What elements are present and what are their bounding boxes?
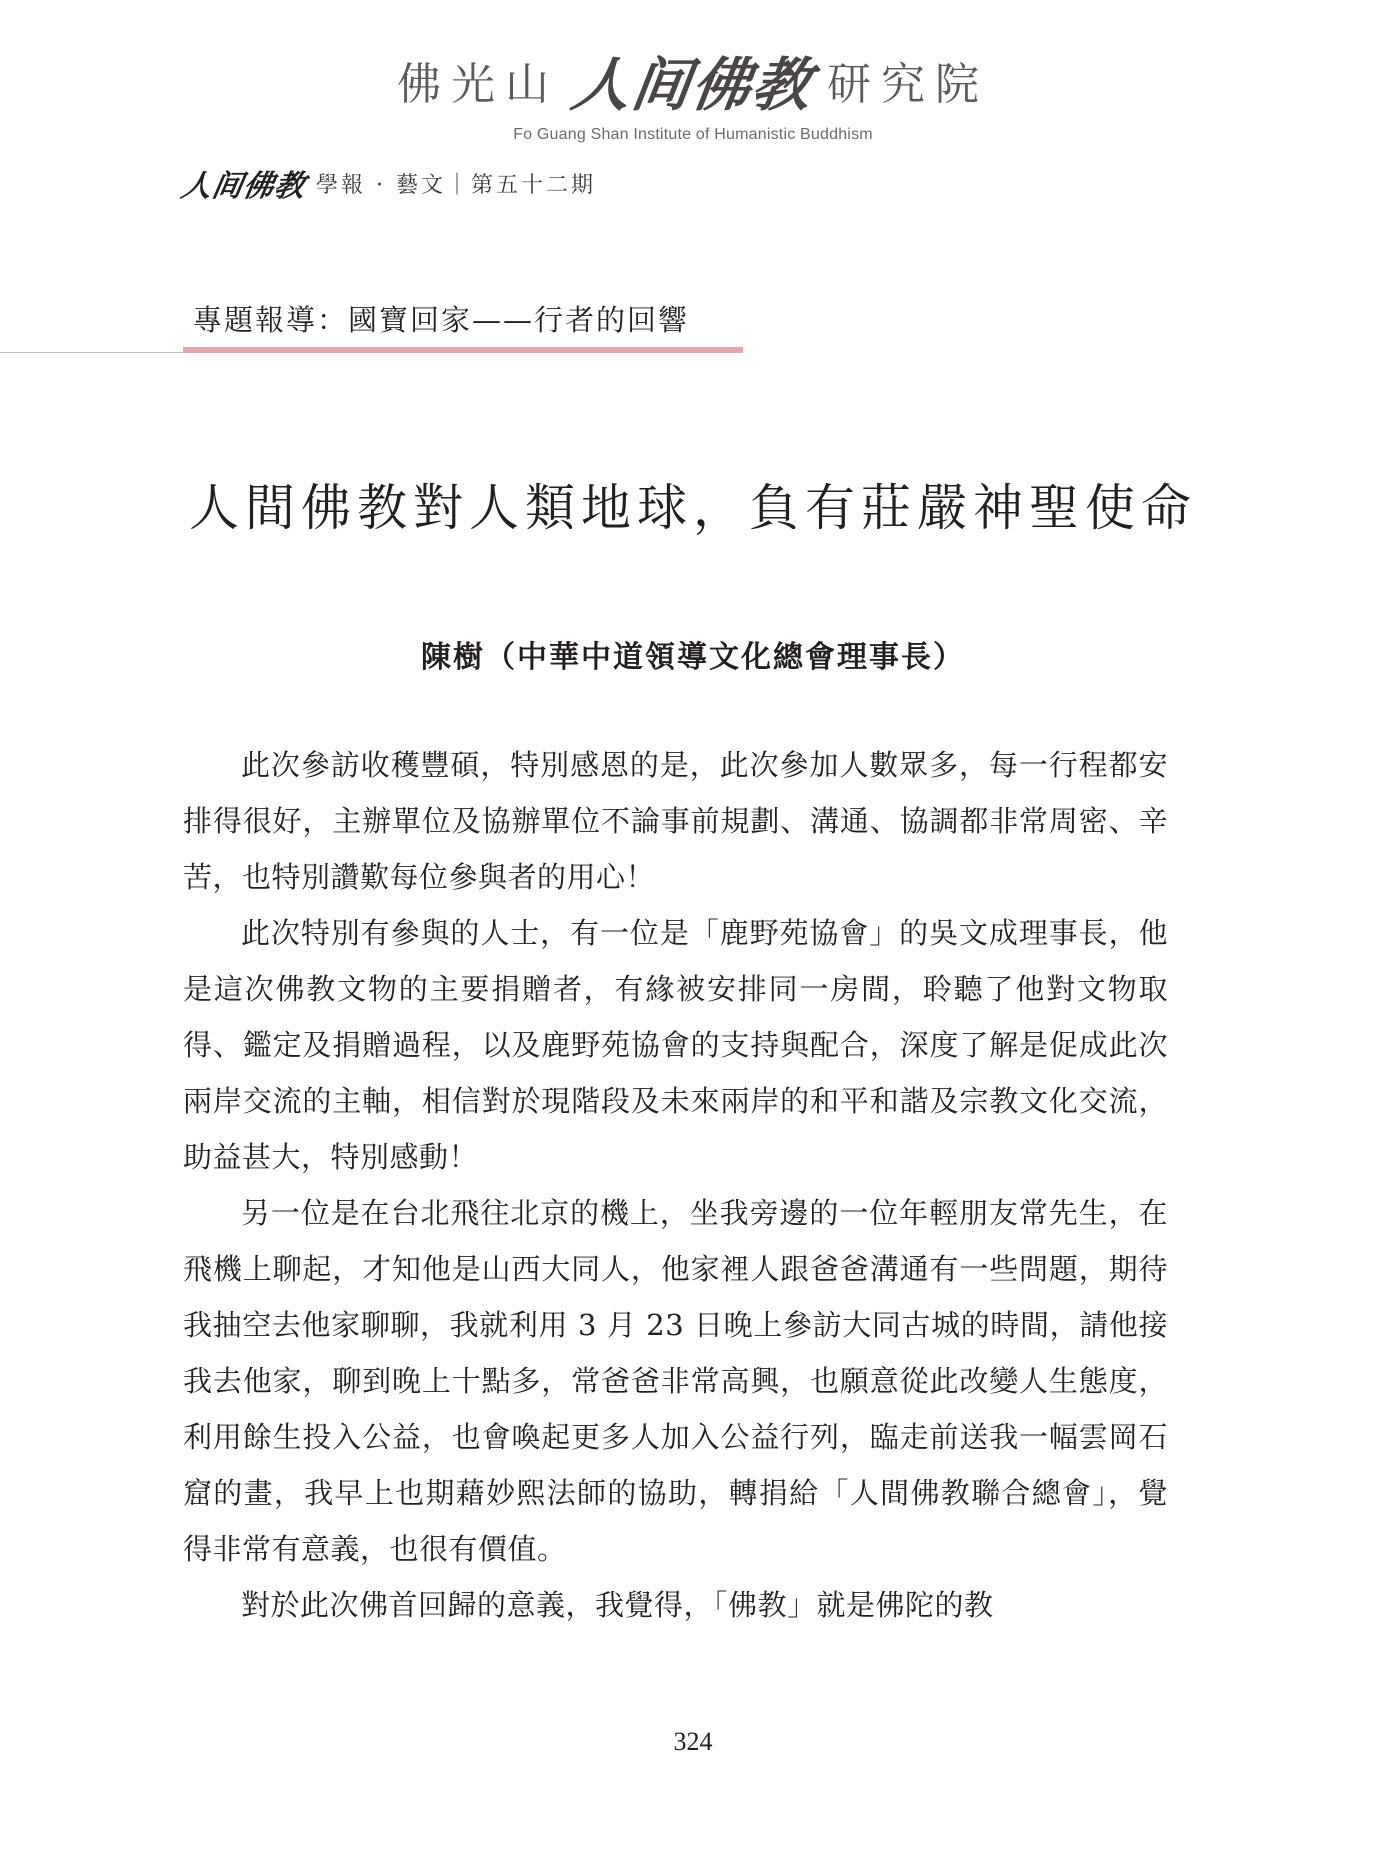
institute-masthead	[0, 38, 1386, 144]
page-number: 324	[673, 1727, 713, 1756]
journal-header	[178, 161, 596, 205]
section-tag: 專題報導：國寶回家——行者的回響	[193, 303, 690, 337]
body-paragraph: 此次特別有參與的人士，有一位是「鹿野苑協會」的吳文成理事長，他是這次佛教文物的主要捐贈者，有緣被安排同一房間，聆聽了他對文物取得、鑑定及捐贈過程，以及鹿野苑協會的支持與配合，深度了解是促成此次兩岸交流的主軸，相信對於現階段及未來兩岸的和平和諧及宗教文化交流，助益甚大，特別感動！	[183, 916, 1168, 1174]
article-title: 人間佛教對人類地球，負有莊嚴神聖使命	[189, 479, 1197, 537]
body-paragraph: 此次參訪收穫豐碩，特別感恩的是，此次參加人數眾多，每一行程都安排得很好，主辦單位及協辦單位不論事前規劃、溝通、協調都非常周密、辛苦，也特別讚歎每位參與者的用心！	[183, 748, 1168, 894]
body-paragraph: 另一位是在台北飛往北京的機上，坐我旁邊的一位年輕朋友常先生，在飛機上聊起，才知他是山西大同人，他家裡人跟爸爸溝通有一些問題，期待我抽空去他家聊聊，我就利用 3 月 23 日晚上參訪大同古城的時間，請他接我去他家，聊到晚上十點多，常爸爸非常高興，也願意從此改變人生態度，利用餘生投入公益，也會喚起更多人加入公益行列，臨走前送我一幅雲岡石窟的畫，我早上也期藉妙熙法師的協助，轉捐給「人間佛教聯合總會」，覺得非常有意義，也很有價值。	[183, 1196, 1168, 1566]
article-author: 陳樹（中華中道領導文化總會理事長）	[421, 640, 965, 675]
masthead-english-name: Fo Guang Shan Institute of Humanistic Buddhism	[513, 126, 873, 143]
body-paragraph: 對於此次佛首回歸的意義，我覺得，「佛教」就是佛陀的教	[241, 1588, 994, 1622]
masthead-logo	[397, 38, 989, 122]
section-rule-gray	[0, 352, 183, 353]
masthead-right-text: 研究院	[827, 59, 989, 110]
journal-issue: 學報 · 藝文｜第五十二期	[316, 172, 596, 198]
masthead-left-text: 佛光山	[396, 59, 559, 110]
masthead-brush-calligraphy: 人间佛教	[567, 51, 818, 119]
journal-brand-calligraphy: 人间佛教	[178, 169, 309, 204]
article-body	[183, 737, 1168, 1633]
section-rule-accent	[183, 347, 743, 353]
